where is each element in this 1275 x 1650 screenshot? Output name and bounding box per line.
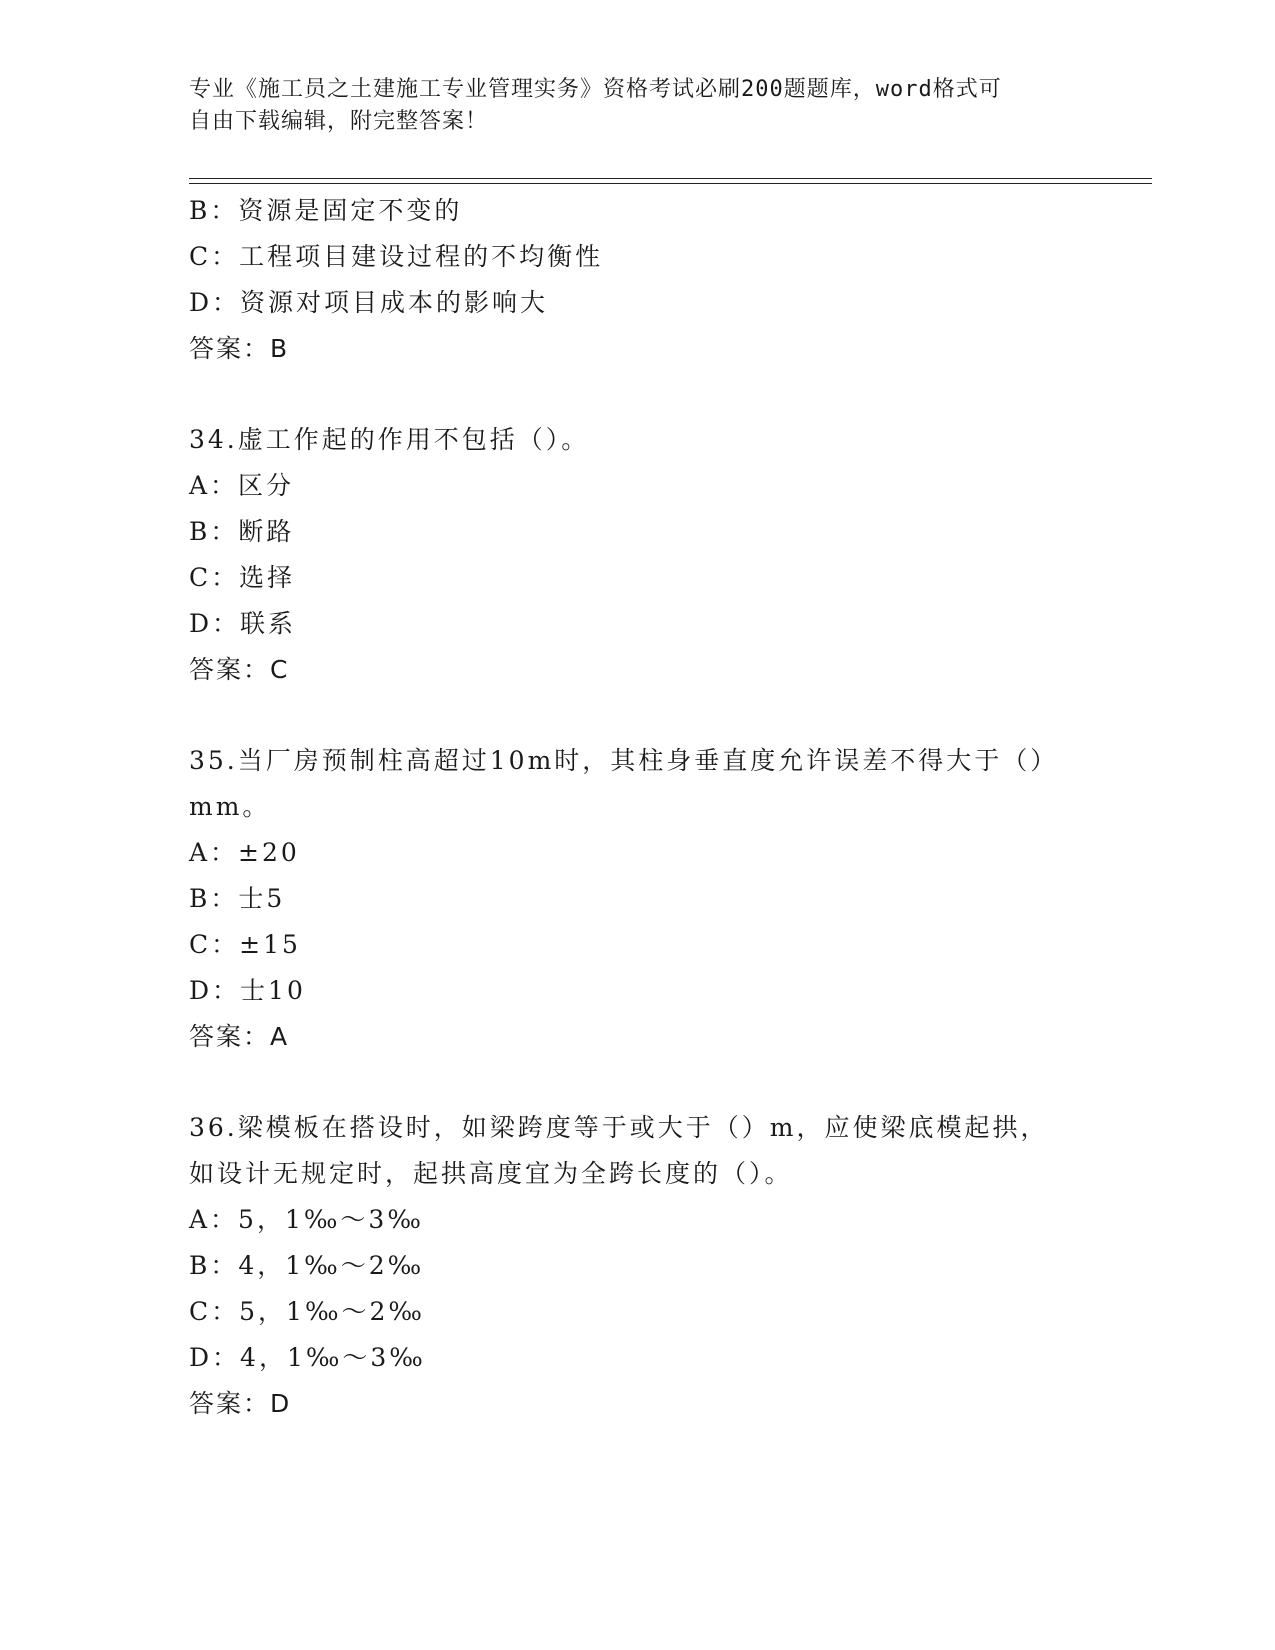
question-33-tail (189, 188, 1089, 372)
header-title-line-1: 专业《施工员之土建施工专业管理实务》资格考试必刷200题题库，word格式可 (189, 77, 1002, 102)
answer: 答案：C (189, 655, 290, 684)
answer: 答案：A (189, 1022, 290, 1051)
spacer (189, 372, 1089, 417)
question-34 (189, 417, 1089, 693)
option-a: A：5，1‰～3‰ (189, 1205, 424, 1234)
option-a: A：区分 (189, 471, 295, 500)
header-divider-bottom (189, 183, 1152, 184)
question-stem: 34.虚工作起的作用不包括（）。 (189, 425, 590, 454)
question-stem-line-2: 如设计无规定时，起拱高度宜为全跨长度的（）。 (189, 1159, 793, 1188)
answer: 答案：B (189, 334, 290, 363)
option-d: D：资源对项目成本的影响大 (189, 288, 549, 317)
question-35 (189, 738, 1089, 1060)
option-c: C：工程项目建设过程的不均衡性 (189, 242, 604, 271)
document-header (189, 74, 1069, 138)
header-divider-top (189, 178, 1152, 179)
option-c: C：5，1‰～2‰ (189, 1297, 425, 1326)
spacer (189, 1060, 1089, 1105)
option-d: D：士10 (189, 976, 306, 1005)
option-b: B：4，1‰～2‰ (189, 1251, 425, 1280)
spacer (189, 693, 1089, 738)
question-stem-line-2: mm。 (189, 792, 271, 821)
option-c: C：±15 (189, 930, 301, 959)
option-a: A：±20 (189, 838, 300, 867)
option-b: B：资源是固定不变的 (189, 196, 463, 225)
question-stem-line-1: 35.当厂房预制柱高超过10m时，其柱身垂直度允许误差不得大于（） (189, 746, 1059, 775)
option-c: C：选择 (189, 563, 296, 592)
answer: 答案：D (189, 1389, 292, 1418)
option-b: B：士5 (189, 884, 286, 913)
header-title-line-2: 自由下载编辑，附完整答案！ (189, 109, 489, 134)
option-d: D：联系 (189, 609, 297, 638)
option-d: D：4，1‰～3‰ (189, 1343, 426, 1372)
question-list (189, 188, 1089, 1427)
question-36 (189, 1105, 1089, 1427)
option-b: B：断路 (189, 517, 295, 546)
question-stem-line-1: 36.梁模板在搭设时，如梁跨度等于或大于（）m，应使梁底模起拱， (189, 1113, 1049, 1142)
